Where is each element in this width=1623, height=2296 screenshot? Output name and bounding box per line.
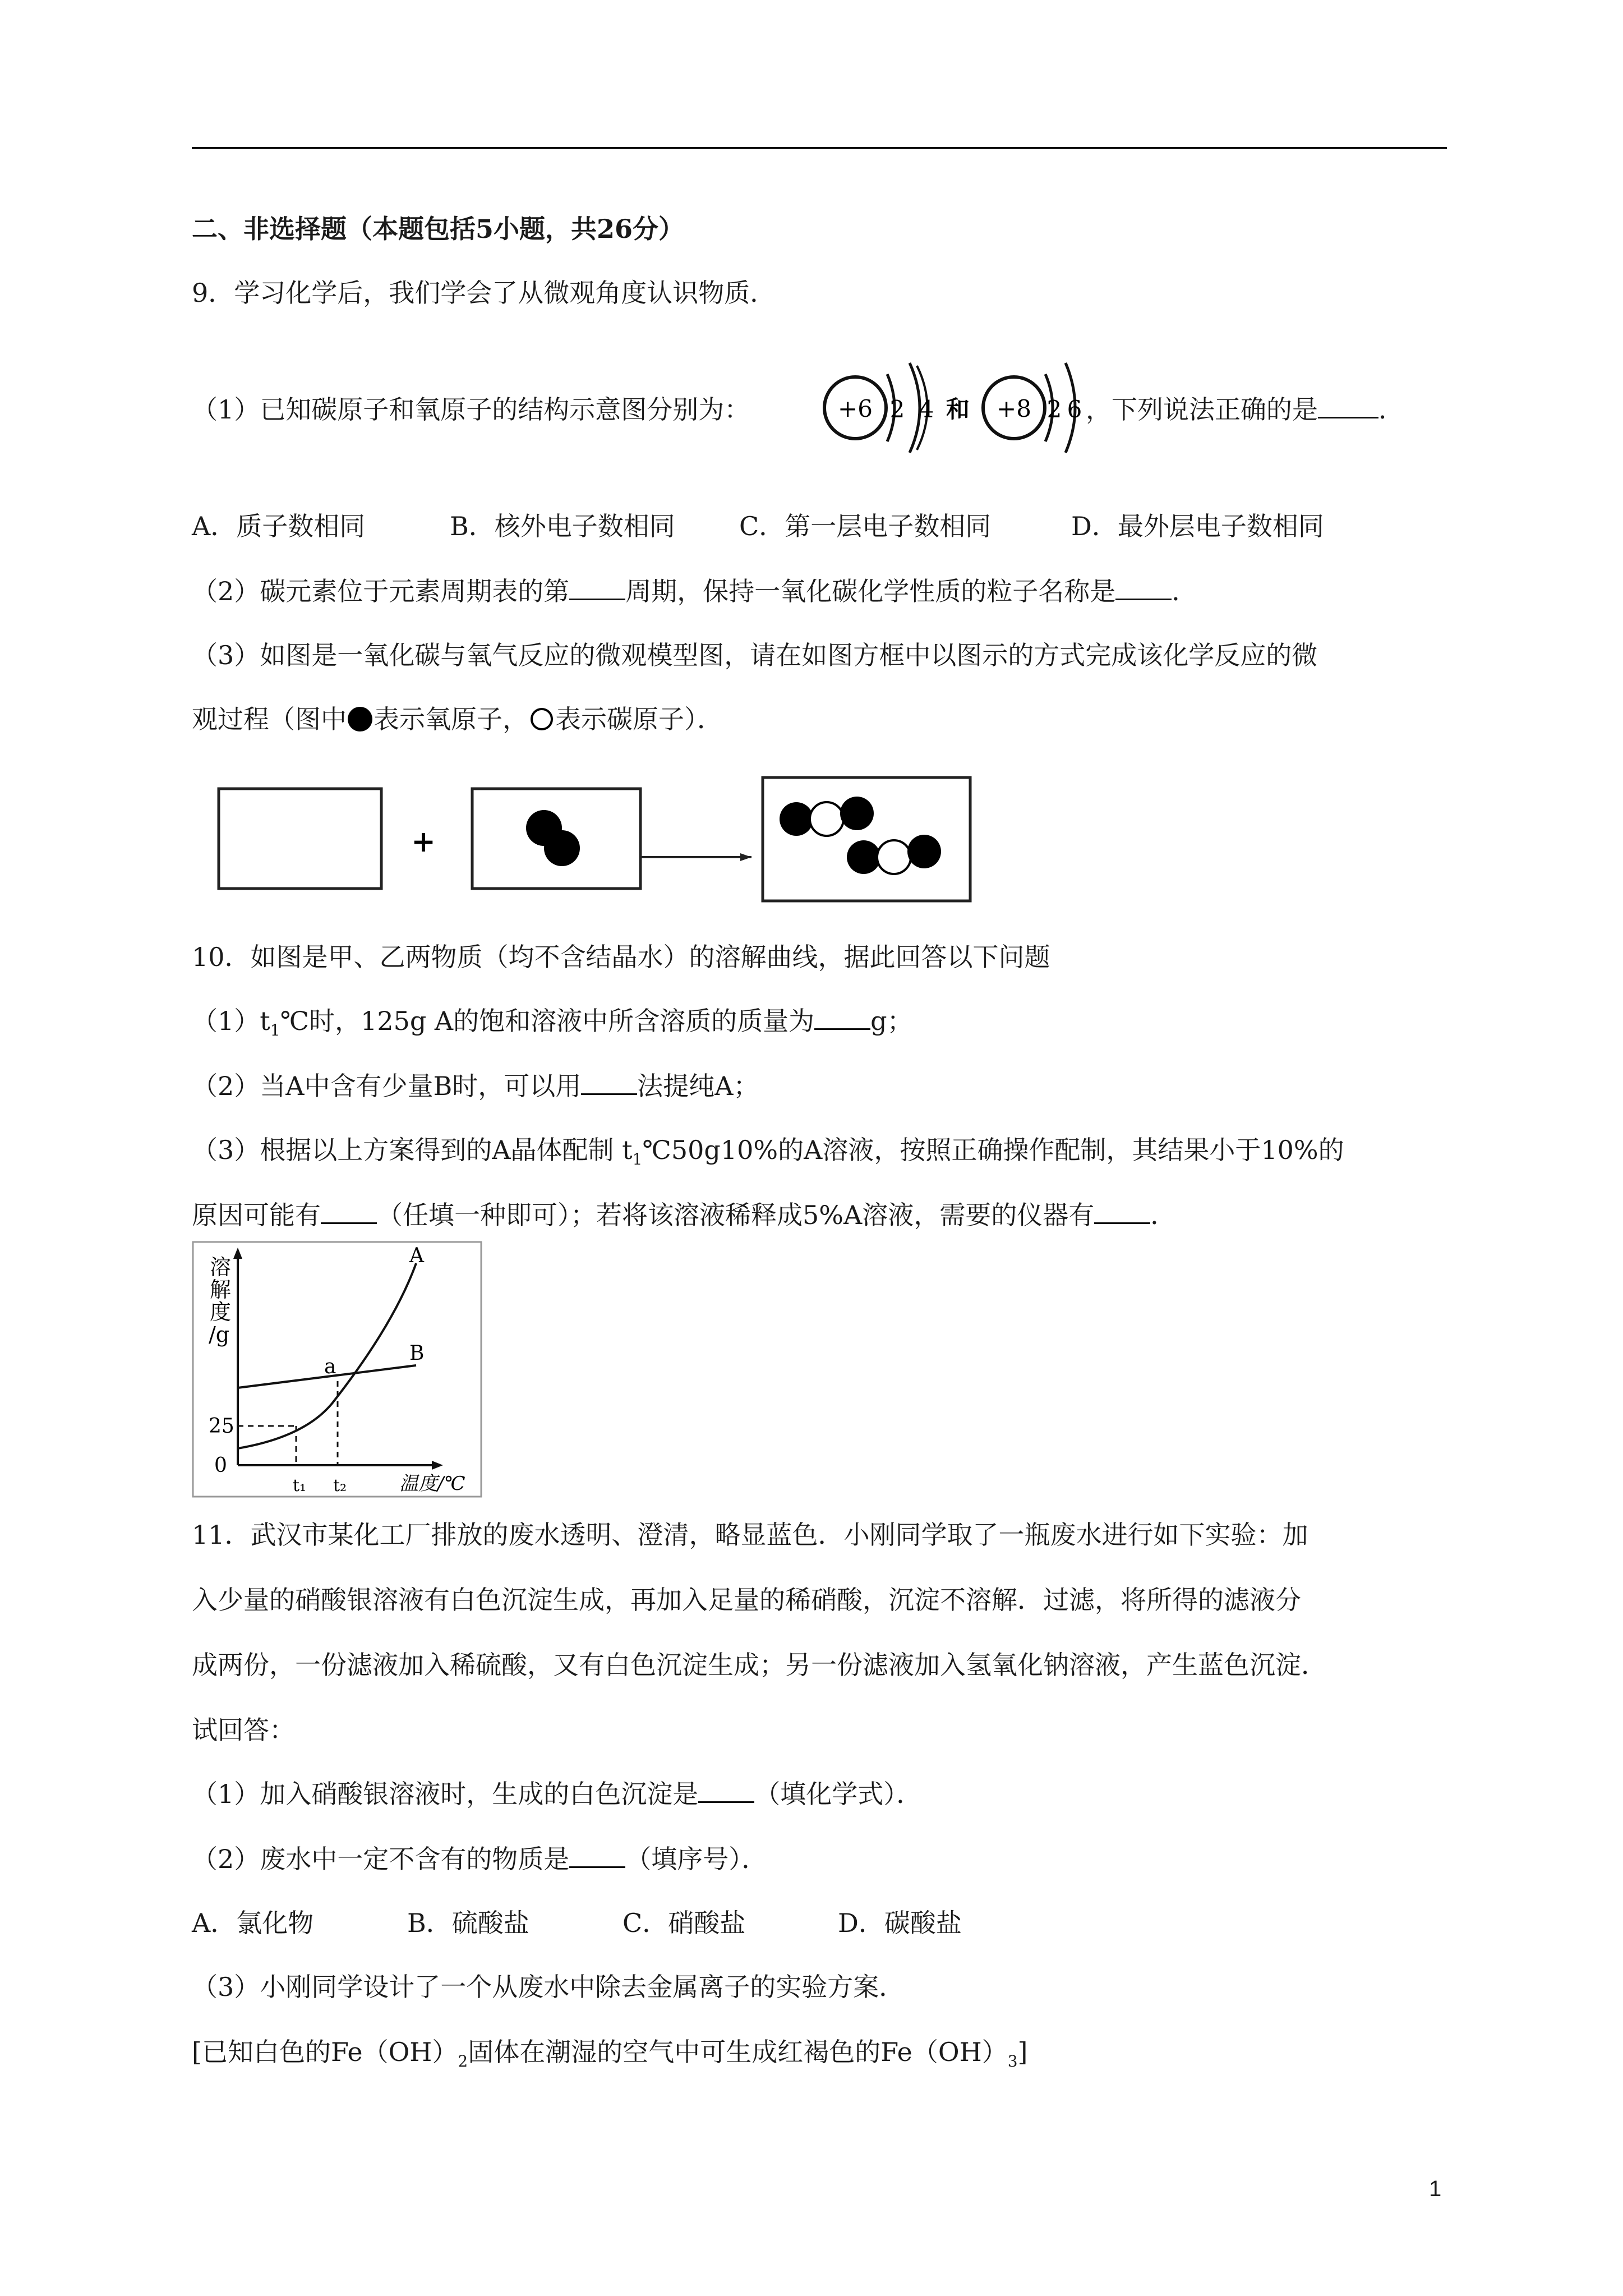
q10-part3-end: ． (1150, 1200, 1177, 1230)
answer-blank[interactable] (581, 1071, 637, 1095)
q9-options (192, 509, 1324, 543)
oxygen-atom (983, 363, 1082, 453)
intersection-label: a (324, 1355, 336, 1378)
carbon-atom-icon (531, 708, 553, 730)
carbon-shell-1: 2 (889, 395, 905, 423)
q10-part1 (192, 1004, 913, 1047)
q11-part1-end: （填化学式）． (754, 1779, 923, 1809)
q10-part1-end: g； (870, 1006, 913, 1036)
q9-part1-question: ，下列说法正确的是 (1086, 394, 1318, 425)
answer-blank[interactable] (1094, 1200, 1150, 1224)
reaction-model-diagram (213, 773, 981, 908)
oxygen-nucleus-label: +8 (997, 395, 1031, 422)
subscript: 1 (270, 1021, 280, 1040)
q11-option-d: D．碳酸盐 (838, 1908, 962, 1938)
y-label-char: 度 (210, 1300, 232, 1324)
q10-part3-text-b: ℃50g10%的A溶液，按照正确操作配制，其结果小于10%的 (642, 1135, 1344, 1165)
q9-option-a: A．质子数相同 (192, 511, 366, 541)
answer-blank[interactable] (569, 1844, 625, 1868)
q11-option-c: C．硝酸盐 (623, 1908, 746, 1938)
q9-option-c: C．第一层电子数相同 (739, 511, 992, 541)
q9-part3-line2 (192, 702, 723, 736)
co2-molecule (780, 797, 874, 836)
header-rule (192, 147, 1447, 149)
subscript: 2 (458, 2052, 468, 2071)
y-label-char: /g (209, 1322, 230, 1347)
y-label-char: 解 (210, 1277, 232, 1302)
q10-part3-text-c: 原因可能有 (192, 1200, 321, 1230)
q10-part2-end: 法提纯A； (637, 1071, 759, 1101)
section-title: 二、非选择题（本题包括5小题，共26分） (192, 214, 685, 244)
oxygen-shell-1: 2 (1046, 395, 1062, 423)
q9-part1-end: ． (1378, 394, 1404, 425)
q9-stem: 9．学习化学后，我们学会了从微观角度认识物质． (192, 278, 776, 308)
carbon-nucleus-label: +6 (838, 395, 873, 422)
q9-part2-end: ． (1172, 576, 1198, 606)
q11-note-end: ] (1017, 2037, 1028, 2067)
answer-blank[interactable] (814, 1006, 870, 1030)
q11-part2 (192, 1842, 767, 1876)
q9-part1 (192, 393, 750, 426)
answer-blank[interactable] (321, 1200, 377, 1224)
oxygen-shell-2: 6 (1067, 395, 1082, 423)
answer-blank[interactable] (1318, 394, 1378, 418)
t2-label: t₂ (333, 1476, 347, 1496)
x-axis-label: 温度/℃ (399, 1473, 465, 1495)
q11-part2-end: （填序号）． (625, 1844, 768, 1874)
q10-part3-text-a: （3）根据以上方案得到的A晶体配制 t (192, 1135, 633, 1165)
q9-part2 (192, 574, 1197, 608)
q11-part1-text: （1）加入硝酸银溶液时，生成的白色沉淀是 (192, 1779, 699, 1809)
q11-note-text-b: 固体在潮湿的空气中可生成红褐色的Fe（OH） (468, 2037, 1008, 2067)
q10-part3-line2 (192, 1198, 1176, 1232)
subscript: 1 (632, 1150, 643, 1169)
q11-note-text-a: [已知白色的Fe（OH） (192, 2037, 458, 2067)
answer-blank[interactable] (698, 1779, 754, 1803)
curve-b-label: B (409, 1342, 425, 1365)
q9-part3-text-a: 观过程（图中 (192, 704, 347, 734)
q9-part1-text: （1）已知碳原子和氧原子的结构示意图分别为： (192, 394, 750, 425)
oxygen-atom-icon (348, 707, 372, 731)
q10-stem: 10．如图是甲、乙两物质（均不含结晶水）的溶解曲线，据此回答以下问题 (192, 942, 1050, 972)
q9-part3-text-b: 表示氧原子， (374, 704, 528, 734)
q11-line2: 入少量的硝酸银溶液有白色沉淀生成，再加入足量的稀硝酸，沉淀不溶解．过滤，将所得的滤液分 (192, 1585, 1301, 1615)
q9-part3-line1: （3）如图是一氧化碳与氧气反应的微观模型图，请在如图方框中以图示的方式完成该化学反应的微 (192, 640, 1318, 670)
page-number: 1 (1429, 2177, 1442, 2201)
q10-part3-line1 (192, 1133, 1344, 1176)
q11-part2-text: （2）废水中一定不含有的物质是 (192, 1844, 570, 1874)
q11-options (192, 1906, 962, 1940)
y-tick-25: 25 (209, 1415, 234, 1438)
q9-part2-text-a: （2）碳元素位于元素周期表的第 (192, 576, 570, 606)
y-label-char: 溶 (210, 1255, 232, 1280)
product-box (763, 777, 970, 901)
q11-part3: （3）小刚同学设计了一个从废水中除去金属离子的实验方案． (192, 1972, 905, 2002)
plus-sign: + (411, 825, 436, 859)
co2-molecule (847, 835, 941, 874)
q9-part2-text-b: 周期，保持一氧化碳化学性质的粒子名称是 (625, 576, 1116, 606)
q10-part2-text: （2）当A中含有少量B时，可以用 (192, 1071, 582, 1101)
q11-note (192, 2035, 1027, 2078)
carbon-atom (824, 363, 934, 453)
q11-line4: 试回答： (192, 1715, 295, 1745)
q9-option-d: D．最外层电子数相同 (1071, 511, 1324, 541)
q9-option-b: B．核外电子数相同 (450, 511, 675, 541)
q10-part3-text-d: （任填一种即可）；若将该溶液稀释成5%A溶液，需要的仪器有 (377, 1200, 1095, 1230)
t1-label: t₁ (293, 1476, 307, 1496)
answer-blank[interactable] (569, 576, 625, 600)
carbon-shell-2: 4 (919, 395, 934, 423)
atom-structure-diagram (819, 343, 1082, 472)
q10-part1-text-a: （1）t (192, 1006, 270, 1036)
q11-option-b: B．硫酸盐 (407, 1908, 529, 1938)
oxygen-atom-icon (544, 830, 580, 866)
empty-answer-box[interactable] (219, 789, 381, 889)
origin-label: 0 (214, 1454, 227, 1477)
answer-blank[interactable] (1115, 576, 1172, 600)
subscript: 3 (1007, 2052, 1018, 2071)
arrow-head-icon (740, 853, 751, 861)
atom-join-word: 和 (946, 395, 970, 423)
q9-part1-tail (1086, 393, 1404, 426)
q11-part1 (192, 1777, 922, 1811)
curve-a-label: A (409, 1244, 424, 1267)
q11-option-a: A．氯化物 (192, 1908, 314, 1938)
q10-part2 (192, 1069, 759, 1103)
q11-line3: 成两份，一份滤液加入稀硫酸，又有白色沉淀生成；另一份滤液加入氢氧化钠溶液，产生蓝色沉淀． (192, 1650, 1327, 1680)
q11-line1: 11．武汉市某化工厂排放的废水透明、澄清，略显蓝色．小刚同学取了一瓶废水进行如下实验：加 (192, 1520, 1308, 1550)
solubility-graph (192, 1241, 483, 1499)
q9-part3-text-c: 表示碳原子）． (555, 704, 723, 734)
q10-part1-text-b: ℃时，125g A的饱和溶液中所含溶质的质量为 (280, 1006, 815, 1036)
